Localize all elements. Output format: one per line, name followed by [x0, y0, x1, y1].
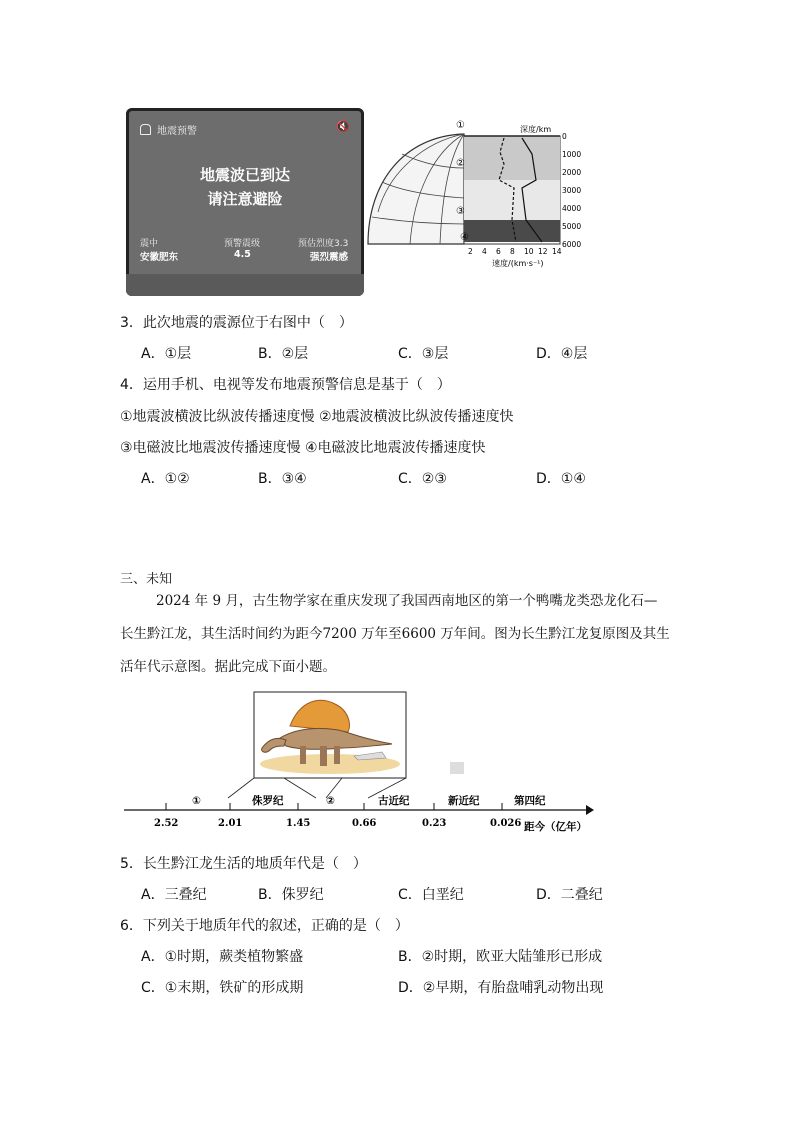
mute-icon: 🔇 [336, 120, 350, 133]
q5-option-a[interactable]: A．三叠纪 [141, 887, 207, 903]
timeline-period-label: 新近纪 [448, 795, 480, 807]
q4-option-b[interactable]: B．③④ [258, 471, 307, 487]
speed-tick-label: 8 [510, 247, 515, 256]
intro-line1: 2024 年 9 月，古生物学家在重庆发现了我国西南地区的第一个鸭嘴龙类恐龙化石— [156, 593, 658, 609]
alert-line2: 请注意避险 [207, 190, 283, 208]
q3-option-b[interactable]: B．②层 [258, 346, 309, 362]
depth-tick-label: 2000 [562, 168, 582, 177]
timeline-period-label: 第四纪 [514, 795, 546, 807]
layer-marker-3: ③ [456, 206, 465, 217]
q6-option-b[interactable]: B．②时期，欧亚大陆雏形已形成 [398, 949, 603, 965]
timeline-period-label: ① [192, 795, 201, 807]
alert-line1: 地震波已到达 [199, 166, 290, 184]
q5-option-c[interactable]: C．白垩纪 [398, 887, 464, 903]
q4-option-a[interactable]: A．①② [141, 471, 190, 487]
timeline-period-label: 侏罗纪 [252, 795, 284, 807]
q4-statement-line1: ①地震波横波比纵波传播速度慢 ②地震波横波比纵波传播速度快 [120, 409, 514, 425]
timeline-value: 0.026 [490, 818, 522, 829]
depth-title: 深度/km [520, 125, 552, 134]
timeline-value: 2.01 [218, 818, 243, 829]
depth-tick-label: 6000 [562, 240, 582, 249]
timeline-value: 1.45 [286, 818, 311, 829]
q6-option-d[interactable]: D．②早期，有胎盘哺乳动物出现 [398, 980, 604, 996]
q5-option-b[interactable]: B．侏罗纪 [258, 887, 324, 903]
timeline-arrow [586, 805, 594, 815]
q6-stem: 6．下列关于地质年代的叙述，正确的是（ ） [120, 918, 409, 934]
timeline-figure [120, 690, 600, 840]
q6-option-a[interactable]: A．①时期，蕨类植物繁盛 [141, 949, 304, 965]
depth-tick-label: 4000 [562, 204, 582, 213]
depth-tick-label: 0 [562, 132, 567, 141]
globe-outline [368, 134, 464, 244]
intensity-value: 强烈震感 [310, 252, 349, 263]
magnitude-label: 预警震级 [224, 239, 261, 249]
epicenter-value: 安徽肥东 [140, 252, 179, 263]
mantle-layer [464, 136, 560, 180]
speed-tick-label: 6 [496, 247, 501, 256]
earthquake-alert-image [126, 108, 364, 296]
layer-marker-2: ② [456, 158, 465, 169]
q4-statement-line2: ③电磁波比地震波传播速度慢 ④电磁波比地震波传播速度快 [120, 440, 486, 456]
q5-option-d[interactable]: D．二叠纪 [536, 887, 603, 903]
intro-line2: 长生黔江龙，其生活时间约为距今7200 万年至6600 万年间。图为长生黔江龙复原图及其生 [120, 626, 670, 642]
timeline-value: 0.66 [352, 818, 377, 829]
intensity-label: 预估烈度3.3 [298, 239, 349, 249]
q3-option-d[interactable]: D．④层 [536, 346, 588, 362]
q4-option-d[interactable]: D．①④ [536, 471, 586, 487]
timeline-period-label: ② [326, 795, 335, 807]
q5-stem: 5．长生黔江龙生活的地质年代是（ ） [120, 856, 367, 872]
bell-icon [140, 124, 151, 135]
epicenter-label: 震中 [140, 239, 159, 249]
alert-header: 地震预警 [140, 122, 197, 137]
timeline-value: 0.23 [422, 818, 447, 829]
speed-tick-label: 4 [482, 247, 487, 256]
timeline-period-label: 古近纪 [378, 795, 410, 807]
speed-tick-label: 12 [538, 247, 548, 256]
layer-marker-1: ① [456, 120, 465, 131]
layer-marker-4: ④ [460, 232, 469, 243]
speed-tick-label: 2 [468, 247, 473, 256]
speed-tick-label: 14 [552, 247, 562, 256]
q6-option-c[interactable]: C．①末期，铁矿的形成期 [141, 980, 304, 996]
timeline-unit-label: 距今（亿年） [524, 821, 587, 833]
q3-stem: 3．此次地震的震源位于右图中（ ） [120, 315, 353, 331]
timeline-value: 2.52 [154, 818, 179, 829]
earth-interior-diagram [364, 112, 584, 272]
q4-option-c[interactable]: C．②③ [398, 471, 447, 487]
blurred-mark [450, 762, 464, 774]
q4-stem: 4．运用手机、电视等发布地震预警信息是基于（ ） [120, 377, 451, 393]
magnitude-value: 4.5 [234, 249, 251, 260]
q3-option-c[interactable]: C．③层 [398, 346, 449, 362]
depth-tick-label: 1000 [562, 150, 582, 159]
speed-title: 速度/(km·s⁻¹) [492, 259, 544, 268]
depth-tick-label: 3000 [562, 186, 582, 195]
speed-tick-label: 10 [524, 247, 534, 256]
q3-option-a[interactable]: A．①层 [141, 346, 192, 362]
section-heading: 三、未知 [120, 572, 173, 587]
depth-tick-label: 5000 [562, 222, 582, 231]
intro-line3: 活年代示意图。据此完成下面小题。 [120, 659, 336, 675]
